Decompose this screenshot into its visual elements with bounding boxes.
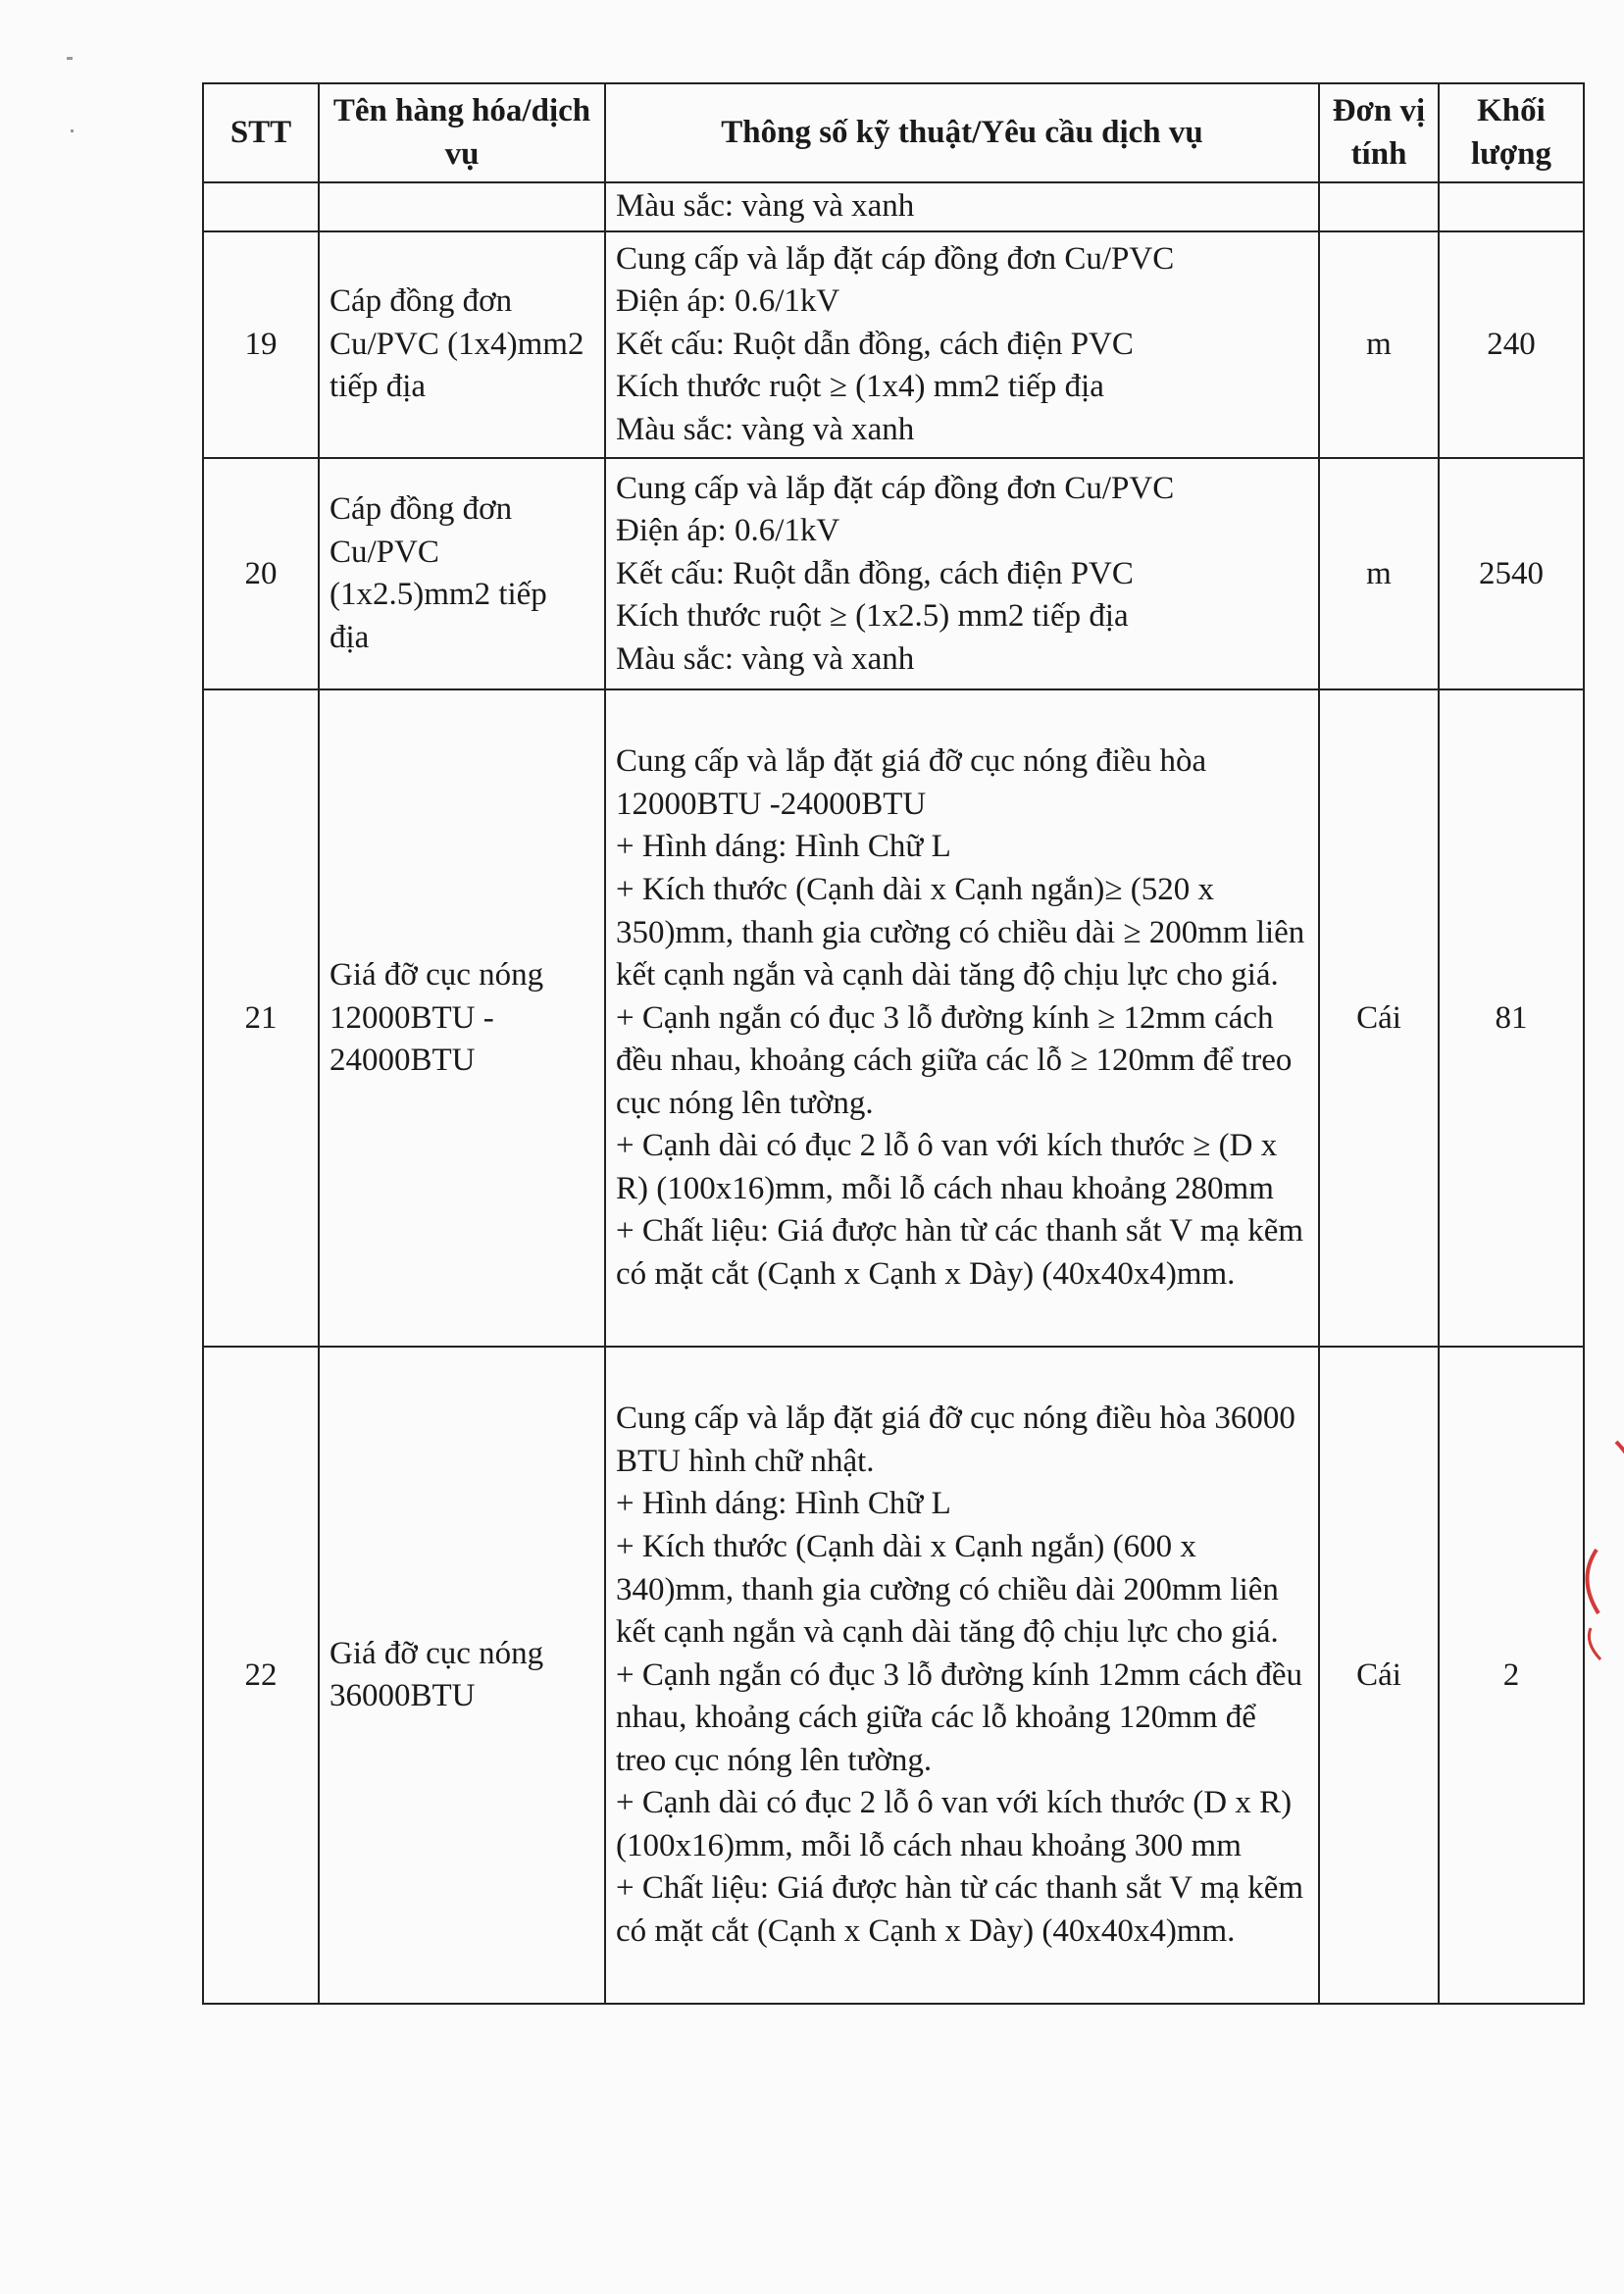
red-stamp-fragment [1577,1432,1624,1726]
spec-line: Kích thước ruột ≥ (1x2.5) mm2 tiếp địa [616,598,1129,635]
header-stt: STT [203,83,319,182]
cell-name [319,182,605,231]
table-row [203,1347,1584,2004]
spec-line: Cung cấp và lắp đặt cáp đồng đơn Cu/PVC [616,240,1175,277]
spec-line: + Hình dáng: Hình Chữ L [616,1486,951,1522]
table-row [203,689,1584,1347]
cell-name: Cáp đồng đơn Cu/PVC (1x2.5)mm2 tiếp địa [319,458,605,689]
spec-line: Điện áp: 0.6/1kV [616,513,840,549]
cell-unit: Cái [1319,1347,1439,2004]
cell-qty: 240 [1439,231,1584,459]
spec-line: Cung cấp và lắp đặt cáp đồng đơn Cu/PVC [616,470,1175,506]
header-qty: Khối lượng [1439,83,1584,182]
spec-line: Kết cấu: Ruột dẫn đồng, cách điện PVC [616,555,1134,591]
spec-line: Điện áp: 0.6/1kV [616,283,840,320]
header-spec: Thông số kỹ thuật/Yêu cầu dịch vụ [605,83,1319,182]
cell-name: Giá đỡ cục nóng 36000BTU [319,1347,605,2004]
cell-unit: m [1319,231,1439,459]
spec-line: Cung cấp và lắp đặt giá đỡ cục nóng điều hòa 12000BTU -24000BTU [616,743,1207,822]
spec-table [202,82,1585,2005]
cell-spec [605,231,1319,459]
spec-line: Kết cấu: Ruột dẫn đồng, cách điện PVC [616,326,1134,362]
cell-qty [1439,182,1584,231]
header-row [203,83,1584,182]
cell-qty: 81 [1439,689,1584,1347]
spec-line: + Chất liệu: Giá được hàn từ các thanh sắt V mạ kẽm có mặt cắt (Cạnh x Cạnh x Dày) (40x40x4)mm. [616,1870,1304,1949]
cell-spec [605,1347,1319,2004]
cell-unit: m [1319,458,1439,689]
spec-line: + Cạnh dài có đục 2 lỗ ô van với kích thước ≥ (D x R) (100x16)mm, mỗi lỗ cách nhau khoảng 280mm [616,1128,1278,1206]
header-unit: Đơn vị tính [1319,83,1439,182]
cell-spec [605,689,1319,1347]
spec-line: Màu sắc: vàng và xanh [616,411,915,447]
stamp-arc [1587,1550,1599,1613]
spec-line: Màu sắc: vàng và xanh [616,640,915,677]
spec-line: + Kích thước (Cạnh dài x Cạnh ngắn) (600 x 340)mm, thanh gia cường có chiều dài 200mm liên kết cạnh ngắn và cạnh dài tăng độ chịu lực cho giá. [616,1528,1279,1651]
spec-line: + Cạnh ngắn có đục 3 lỗ đường kính 12mm cách đều nhau, khoảng cách giữa các lỗ khoảng 120mm để treo cục nóng lên tường. [616,1657,1303,1778]
cell-spec [605,458,1319,689]
spec-line: + Cạnh dài có đục 2 lỗ ô van với kích thước (D x R) (100x16)mm, mỗi lỗ cách nhau khoảng 300 mm [616,1785,1293,1863]
stamp-arc [1616,1442,1624,1510]
continuation-row [203,182,1584,231]
spec-line: + Cạnh ngắn có đục 3 lỗ đường kính ≥ 12mm cách đều nhau, khoảng cách giữa các lỗ ≥ 120mm để treo cục nóng lên tường. [616,999,1293,1121]
spec-line: + Hình dáng: Hình Chữ L [616,829,951,865]
cell-unit: Cái [1319,689,1439,1347]
cell-qty: 2 [1439,1347,1584,2004]
cell-stt [203,182,319,231]
cell-stt: 20 [203,458,319,689]
table-row [203,458,1584,689]
cell-stt: 22 [203,1347,319,2004]
scan-speck [67,57,73,60]
spec-line: + Kích thước (Cạnh dài x Cạnh ngắn)≥ (520 x 350)mm, thanh gia cường có chiều dài ≥ 200mm liên kết cạnh ngắn và cạnh dài tăng độ chịu lực cho giá. [616,871,1305,994]
cell-spec: Màu sắc: vàng và xanh [605,182,1319,231]
spec-line: + Chất liệu: Giá được hàn từ các thanh sắt V mạ kẽm có mặt cắt (Cạnh x Cạnh x Dày) (40x40x4)mm. [616,1213,1304,1292]
cell-name: Cáp đồng đơn Cu/PVC (1x4)mm2 tiếp địa [319,231,605,459]
cell-stt: 21 [203,689,319,1347]
cell-name: Giá đỡ cục nóng 12000BTU - 24000BTU [319,689,605,1347]
stamp-arc [1589,1628,1600,1659]
table-row [203,231,1584,459]
cell-qty: 2540 [1439,458,1584,689]
spec-line: Kích thước ruột ≥ (1x4) mm2 tiếp địa [616,369,1104,405]
scan-speck [71,129,74,132]
header-name: Tên hàng hóa/dịch vụ [319,83,605,182]
spec-line: Cung cấp và lắp đặt giá đỡ cục nóng điều hòa 36000 BTU hình chữ nhật. [616,1401,1295,1479]
cell-unit [1319,182,1439,231]
cell-stt: 19 [203,231,319,459]
